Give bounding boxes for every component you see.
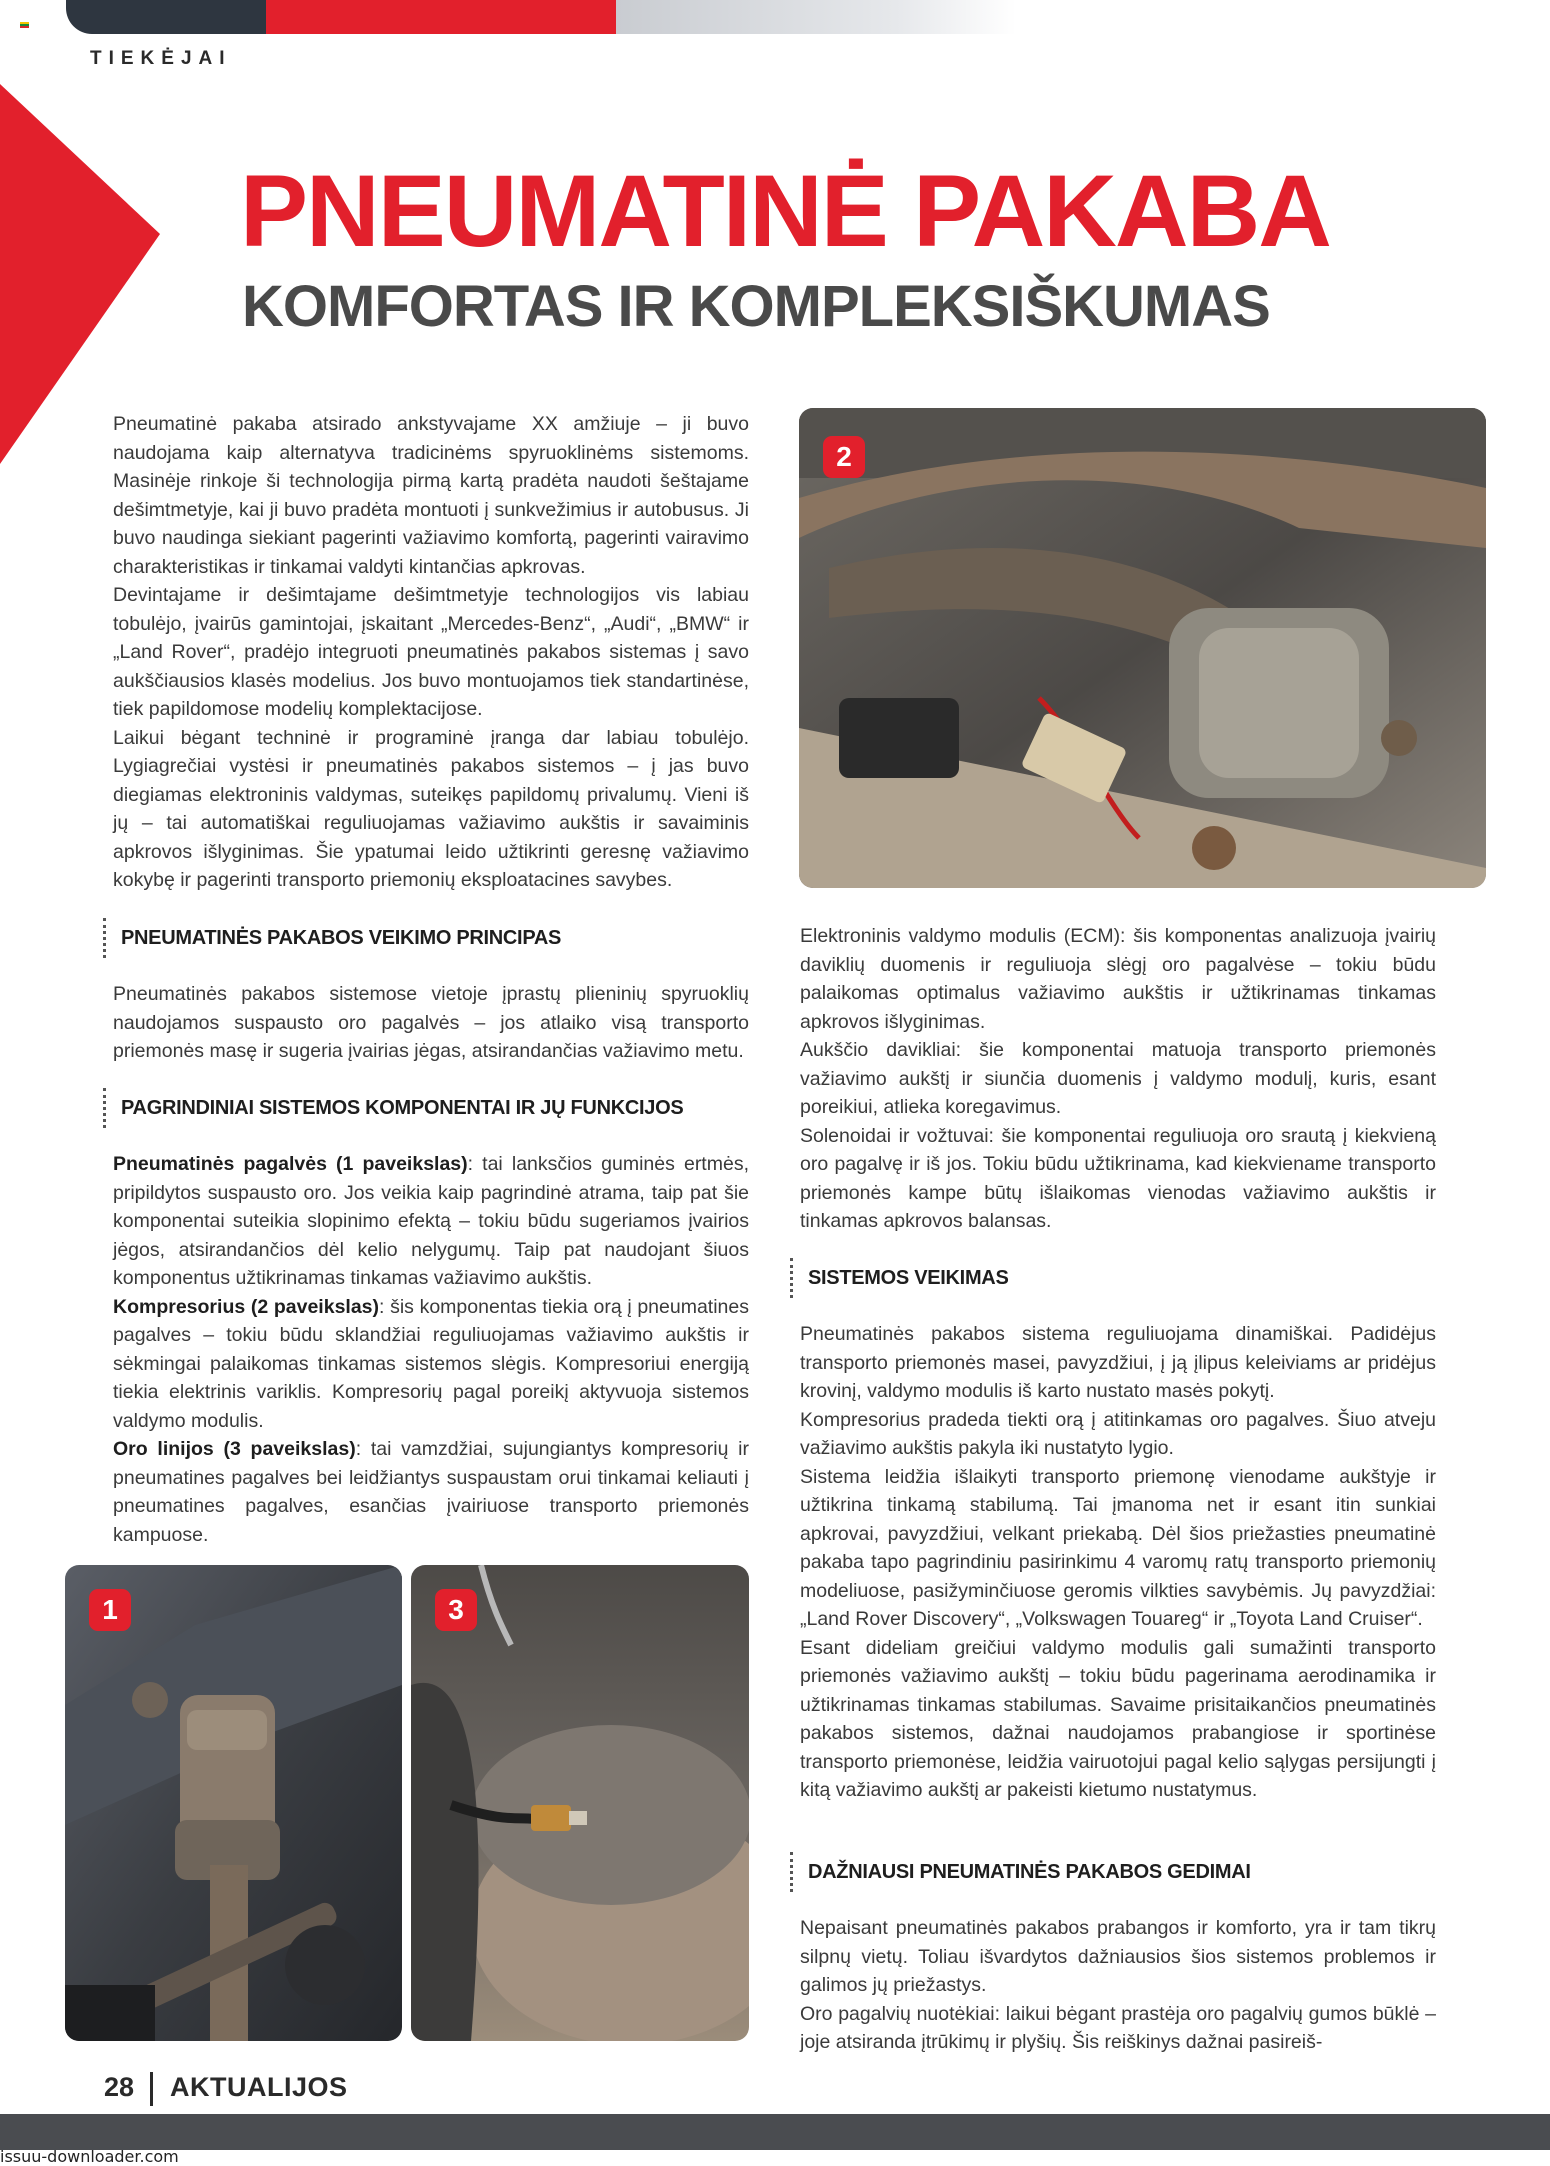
figure-badge: 1 bbox=[89, 1589, 131, 1631]
figure-badge: 2 bbox=[823, 436, 865, 478]
figure-1-air-spring-photo bbox=[65, 1565, 402, 2041]
failures-text bbox=[800, 1914, 1436, 2057]
failures-paragraph: Nepaisant pneumatinės pakabos prabangos ir komforto, yra ir tam tikrų silpnų vietų. Toliau išvardytos dažniausios šios sistemos problemos ir galimos jų priežastys. bbox=[800, 1917, 1436, 1996]
figure-2-compressor-photo bbox=[799, 408, 1486, 888]
intro-text bbox=[113, 410, 749, 895]
operation-paragraph: Kompresorius pradeda tiekti orą į atitinkamas oro pagalves. Šiuo atveju važiavimo aukštis pakyla iki nustatyto lygio. bbox=[800, 1408, 1436, 1459]
right-column-text bbox=[800, 922, 1436, 1236]
flag-icon bbox=[20, 22, 29, 29]
intro-paragraph: Devintajame ir dešimtajame dešimtmetyje technologijos vis labiau tobulėjo, įvairūs gamintojai, įskaitant „Mercedes-Benz“, „Audi“, „BMW“ ir „Land Rover“, pradėjo integruoti pneumatinės pakabos sistemas į savo aukščiausios klasės modelius. Jos buvo montuojamos tiek standartinėse, tiek papildomose modelių komplektacijose. bbox=[113, 584, 749, 720]
right-paragraph: Aukščio davikliai: šie komponentai matuoja transporto priemonės važiavimo aukštį ir siunčia duomenis į valdymo modulį, kuris, esant poreikiui, atlieka koregavimus. bbox=[800, 1039, 1436, 1118]
section1-paragraph: Pneumatinės pakabos sistemose vietoje įprastų plieninių spyruoklių naudojamos suspausto oro pagalvės – jos atlaiko visą transporto priemonės masę ir sugeria įvairias jėgas, atsirandančias važiavimo metu. bbox=[113, 983, 749, 1062]
section1-text bbox=[113, 980, 749, 1066]
section-heading: PAGRINDINIAI SISTEMOS KOMPONENTAI IR JŲ FUNKCIJOS bbox=[103, 1088, 683, 1128]
page-number: 28 bbox=[104, 2072, 135, 2102]
component-term: Kompresorius (2 paveikslas) bbox=[113, 1295, 380, 1318]
operation-paragraph: Pneumatinės pakabos sistema reguliuojama dinamiškai. Padidėjus transporto priemonės masei, pavyzdžiui, į ją įlipus keleiviams ar pridėjus krovinį, valdymo modulis iš karto nustato masės pokytį. bbox=[800, 1323, 1436, 1402]
top-color-bar bbox=[66, 0, 1016, 34]
failures-paragraph: Oro pagalvių nuotėkiai: laikui bėgant prastėja oro pagalvių gumos būklė – joje atsiranda įtrūkimų ir plyšių. Šis reiškinys dažnai pasireiš- bbox=[800, 2002, 1436, 2053]
figure-3-air-line-photo bbox=[411, 1565, 749, 2041]
right-paragraph: Solenoidai ir vožtuvai: šie komponentai reguliuoja oro srautą į kiekvieną oro pagalvę ir iš jos. Tokiu būdu užtikrinama, kad kiekviename transporto priemonės kampe būtų išlaikomas vienodas važiavimo aukštis ir tinkamas apkrovos balansas. bbox=[800, 1124, 1436, 1232]
section-heading: PNEUMATINĖS PAKABOS VEIKIMO PRINCIPAS bbox=[103, 918, 561, 958]
component-term: Oro linijos (3 paveikslas) bbox=[113, 1438, 356, 1460]
top-bar-gray-segment bbox=[616, 0, 1016, 34]
intro-paragraph: Laikui bėgant techninė ir programinė įranga dar labiau tobulėjo. Lygiagrečiai vystėsi ir pneumatinės pakabos sistemos – į jas buvo diegiamas elektroninis valdymas, suteikęs papildomų privalumų. Vieni iš jų – tai automatiškai reguliuojamas važiavimo aukštis ir savaiminis apkrovos išlyginimas. Šie ypatumai leido užtikrinti geresnę važiavimo kokybę ir pagerinti transporto priemonių eksploatacines savybes. bbox=[113, 726, 749, 891]
system-operation-text bbox=[800, 1320, 1436, 1805]
components-list bbox=[113, 1150, 749, 1549]
top-bar-dark-segment bbox=[66, 0, 266, 34]
intro-paragraph: Pneumatinė pakaba atsirado ankstyvajame XX amžiuje – ji buvo naudojama kaip alternatyva tradicinėms spyruoklinėms sistemoms. Masinėje rinkoje ši technologija pirmą kartą pradėta naudoti šeštajame dešimtmetyje, kai ji buvo pradėta montuoti į sunkvežimius ir autobusus. Ji buvo naudinga siekiant pagerinti važiavimo komfortą, pagerinti vairavimo charakteristikas ir tinkamai valdyti kintančias apkrovas. bbox=[113, 413, 749, 578]
section-heading: DAŽNIAUSI PNEUMATINĖS PAKABOS GEDIMAI bbox=[790, 1852, 1251, 1892]
article-subtitle: KOMFORTAS IR KOMPLEKSIŠKUMAS bbox=[242, 274, 1270, 339]
component-term: Pneumatinės pagalvės (1 paveikslas) bbox=[113, 1153, 468, 1175]
bottom-bar bbox=[0, 2114, 1550, 2150]
footer-divider bbox=[150, 2072, 153, 2106]
article-title: PNEUMATINĖ PAKABA bbox=[240, 154, 1330, 268]
component-item: Oro linijos (3 paveikslas): tai vamzdžiai, sujungiantys kompresorių ir pneumatines pagalves bei leidžiantys suspaustam orui tinkamai keliauti į pneumatines pagalves, esančias įvairiuose transporto priemonės kampuose. bbox=[113, 1438, 749, 1546]
component-item: Kompresorius (2 paveikslas): šis komponentas tiekia orą į pneumatines pagalves – tokiu būdu sklandžiai reguliuojamas važiavimo aukštis ir sėkmingai palaikomas tinkamas sistemos slėgis. Kompresoriui energiją tiekia elektrinis variklis. Kompresorių pagal poreikį aktyvuoja sistemos valdymo modulis. bbox=[113, 1295, 749, 1432]
operation-paragraph: Esant dideliam greičiui valdymo modulis gali sumažinti transporto priemonės važiavimo aukštį – tokiu būdu pagerinama aerodinamika ir užtikrinamas tinkamas stabilumas. Savaime prisitaikančios pneumatinės pakabos sistemos, dažnai naudojamos prabangiose ir sportinėse transporto priemonėse, leidžia vairuotojui pagal kelio sąlygas persijungti į kitą važiavimo aukštį ar pakeisti kietumo nustatymus. bbox=[800, 1636, 1436, 1801]
top-bar-red-segment bbox=[266, 0, 616, 34]
section-label: TIEKĖJAI bbox=[90, 48, 232, 69]
section-heading: SISTEMOS VEIKIMAS bbox=[790, 1258, 1009, 1298]
right-paragraph: Elektroninis valdymo modulis (ECM): šis komponentas analizuoja įvairių daviklių duomenis ir reguliuoja slėgį oro pagalvėse – tokiu būdu palaikomas optimalus važiavimo aukštis ir užtikrinamas tinkamas apkrovos išlyginimas. bbox=[800, 925, 1436, 1033]
figure-badge: 3 bbox=[435, 1589, 477, 1631]
component-item: Pneumatinės pagalvės (1 paveikslas): tai lanksčios guminės ertmės, pripildytos suspausto oro. Jos veikia kaip pagrindinė atrama, taip pat šie komponentai suteikia slopinimo efektą – tokiu būdu sugeriamos įvairios jėgos, atsirandančios dėl kelio nelygumų. Taip pat naudojant šiuos komponentus užtikrinamas tinkamas važiavimo aukštis. bbox=[113, 1153, 749, 1289]
operation-paragraph: Sistema leidžia išlaikyti transporto priemonę vienodame aukštyje ir užtikrina tinkamą stabilumą. Tai įmanoma net ir esant itin sunkiai apkrovai, pavyzdžiui, velkant priekabą. Dėl šios priežasties pneumatinė pakaba tapo pagrindiniu pasirinkimu 4 varomų ratų transporto priemonių modeliuose, pasižyminčiuose geromis vilkties savybėmis. Jų pavyzdžiai: „Land Rover Discovery“, „Volkswagen Touareg“ ir „Toyota Land Cruiser“. bbox=[800, 1465, 1436, 1630]
footer-section-name: AKTUALIJOS bbox=[170, 2072, 348, 2102]
watermark-text: issuu-downloader.com bbox=[0, 2147, 179, 2166]
